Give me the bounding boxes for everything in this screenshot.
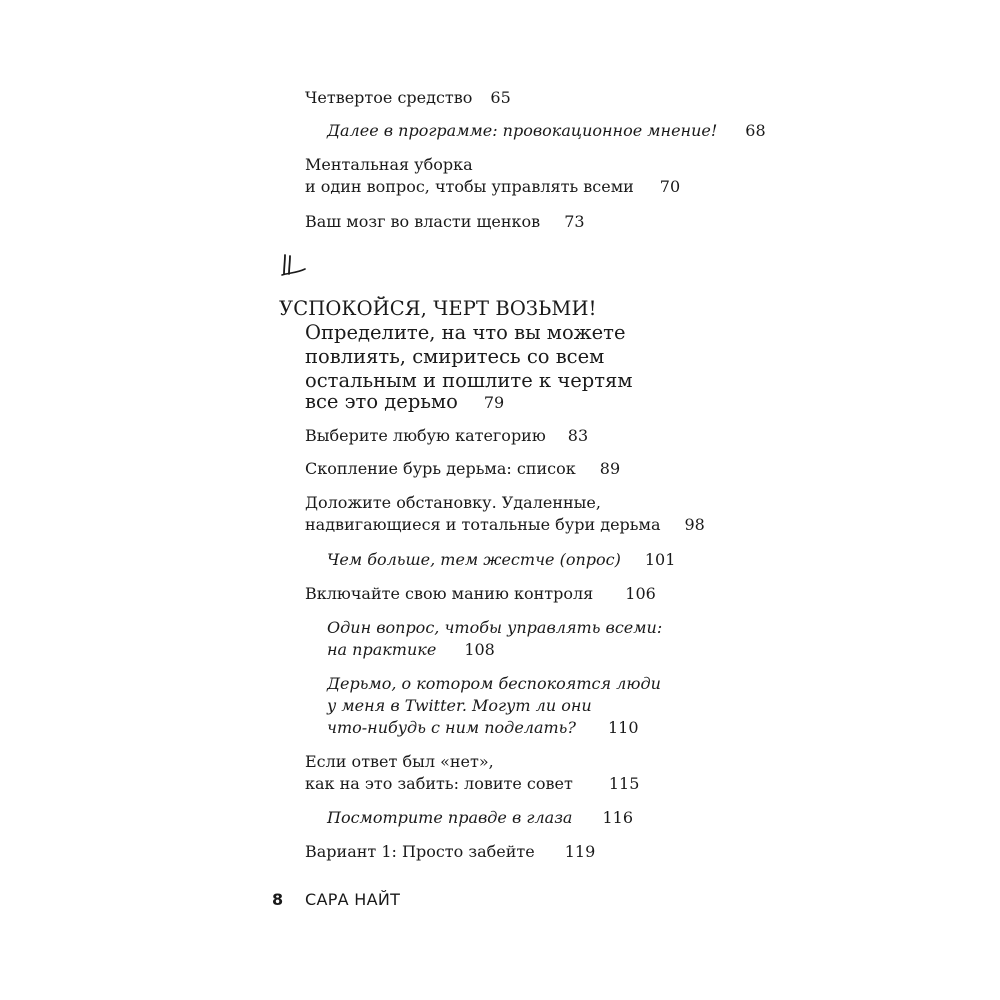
- toc-entry-italic: [327, 673, 661, 695]
- toc-entry-page: 101: [644, 550, 676, 569]
- toc-entry-title: Посмотрите правде в глаза: [327, 808, 573, 827]
- running-footer-author: САРА НАЙТ: [305, 890, 401, 909]
- toc-entry-page: 89: [599, 459, 621, 478]
- part-subtitle-line: [305, 390, 504, 415]
- toc-entry-page: 116: [602, 808, 634, 827]
- toc-entry: [305, 176, 680, 198]
- toc-entry: [305, 458, 620, 480]
- toc-entry-title-line2: у меня в Twitter. Могут ли они: [327, 696, 592, 715]
- toc-entry-title: Четвертое средство: [305, 88, 473, 107]
- toc-entry-page: 98: [684, 515, 705, 534]
- toc-entry-page: 115: [608, 774, 640, 793]
- toc-entry-title: Выберите любую категорию: [305, 426, 546, 445]
- toc-entry-title-line1: Доложите обстановку. Удаленные,: [305, 493, 601, 512]
- toc-entry: [305, 583, 656, 605]
- toc-entry-italic: [327, 120, 766, 142]
- part-subtitle-line: Определите, на что вы можете: [305, 321, 626, 344]
- toc-entry: [305, 154, 473, 176]
- toc-entry-page: 110: [607, 718, 639, 737]
- toc-entry-title: Ваш мозг во власти щенков: [305, 212, 541, 231]
- toc-entry-title-line3: что-нибудь с ним поделать?: [327, 718, 576, 737]
- toc-entry-title-line2: и один вопрос, чтобы управлять всеми: [305, 177, 634, 196]
- toc-entry-title-line2: надвигающиеся и тотальные бури дерьма: [305, 515, 661, 534]
- toc-entry-page: 65: [490, 88, 511, 107]
- toc-entry-italic: [327, 717, 639, 739]
- part-subtitle-line: остальным и пошлите к чертям: [305, 369, 633, 392]
- toc-entry: [305, 87, 511, 109]
- part-subtitle-line: повлиять, смиритесь со всем: [305, 345, 605, 368]
- toc-entry-page: 70: [659, 177, 681, 196]
- toc-entry-italic: [327, 639, 495, 661]
- toc-entry-page: 106: [625, 584, 656, 603]
- part-numeral-handwritten: [281, 253, 311, 281]
- toc-entry-title-line1: Один вопрос, чтобы управлять всеми:: [327, 618, 663, 637]
- toc-entry-title-line2: как на это забить: ловите совет: [305, 774, 573, 793]
- toc-entry-page: 73: [564, 212, 585, 231]
- toc-entry-title: Включайте свою манию контроля: [305, 584, 594, 603]
- toc-entry-title: Чем больше, тем жестче (опрос): [327, 550, 621, 569]
- toc-entry-italic: [327, 549, 675, 571]
- toc-entry: [305, 773, 639, 795]
- toc-entry-italic: [327, 617, 662, 639]
- toc-entry: [305, 841, 595, 863]
- part-subtitle-last: все это дерьмо: [305, 390, 458, 413]
- toc-entry-page: 83: [567, 426, 589, 445]
- toc-entry-italic: [327, 807, 633, 829]
- toc-entry: [305, 211, 585, 233]
- toc-entry-title: Далее в программе: провокационное мнение!: [327, 121, 718, 140]
- toc-entry-title-line2: на практике: [327, 640, 437, 659]
- toc-entry: [305, 492, 601, 514]
- toc-entry: [305, 425, 588, 447]
- toc-entry-title: Вариант 1: Просто забейте: [305, 842, 535, 861]
- toc-entry-page: 108: [464, 640, 495, 659]
- part-title: УСПОКОЙСЯ, ЧЕРТ ВОЗЬМИ!: [279, 297, 597, 320]
- toc-entry-page: 68: [745, 121, 766, 140]
- toc-entry-page: 119: [564, 842, 596, 861]
- toc-entry-italic: [327, 695, 592, 717]
- toc-entry: [305, 751, 494, 773]
- part-page: 79: [483, 393, 505, 412]
- page-number: 8: [272, 890, 284, 909]
- toc-entry-title-line1: Ментальная уборка: [305, 155, 473, 174]
- toc-entry: [305, 514, 705, 536]
- toc-entry-title-line1: Дерьмо, о котором беспокоятся люди: [327, 674, 661, 693]
- toc-entry-title-line1: Если ответ был «нет»,: [305, 752, 494, 771]
- toc-entry-title: Скопление бурь дерьма: список: [305, 459, 576, 478]
